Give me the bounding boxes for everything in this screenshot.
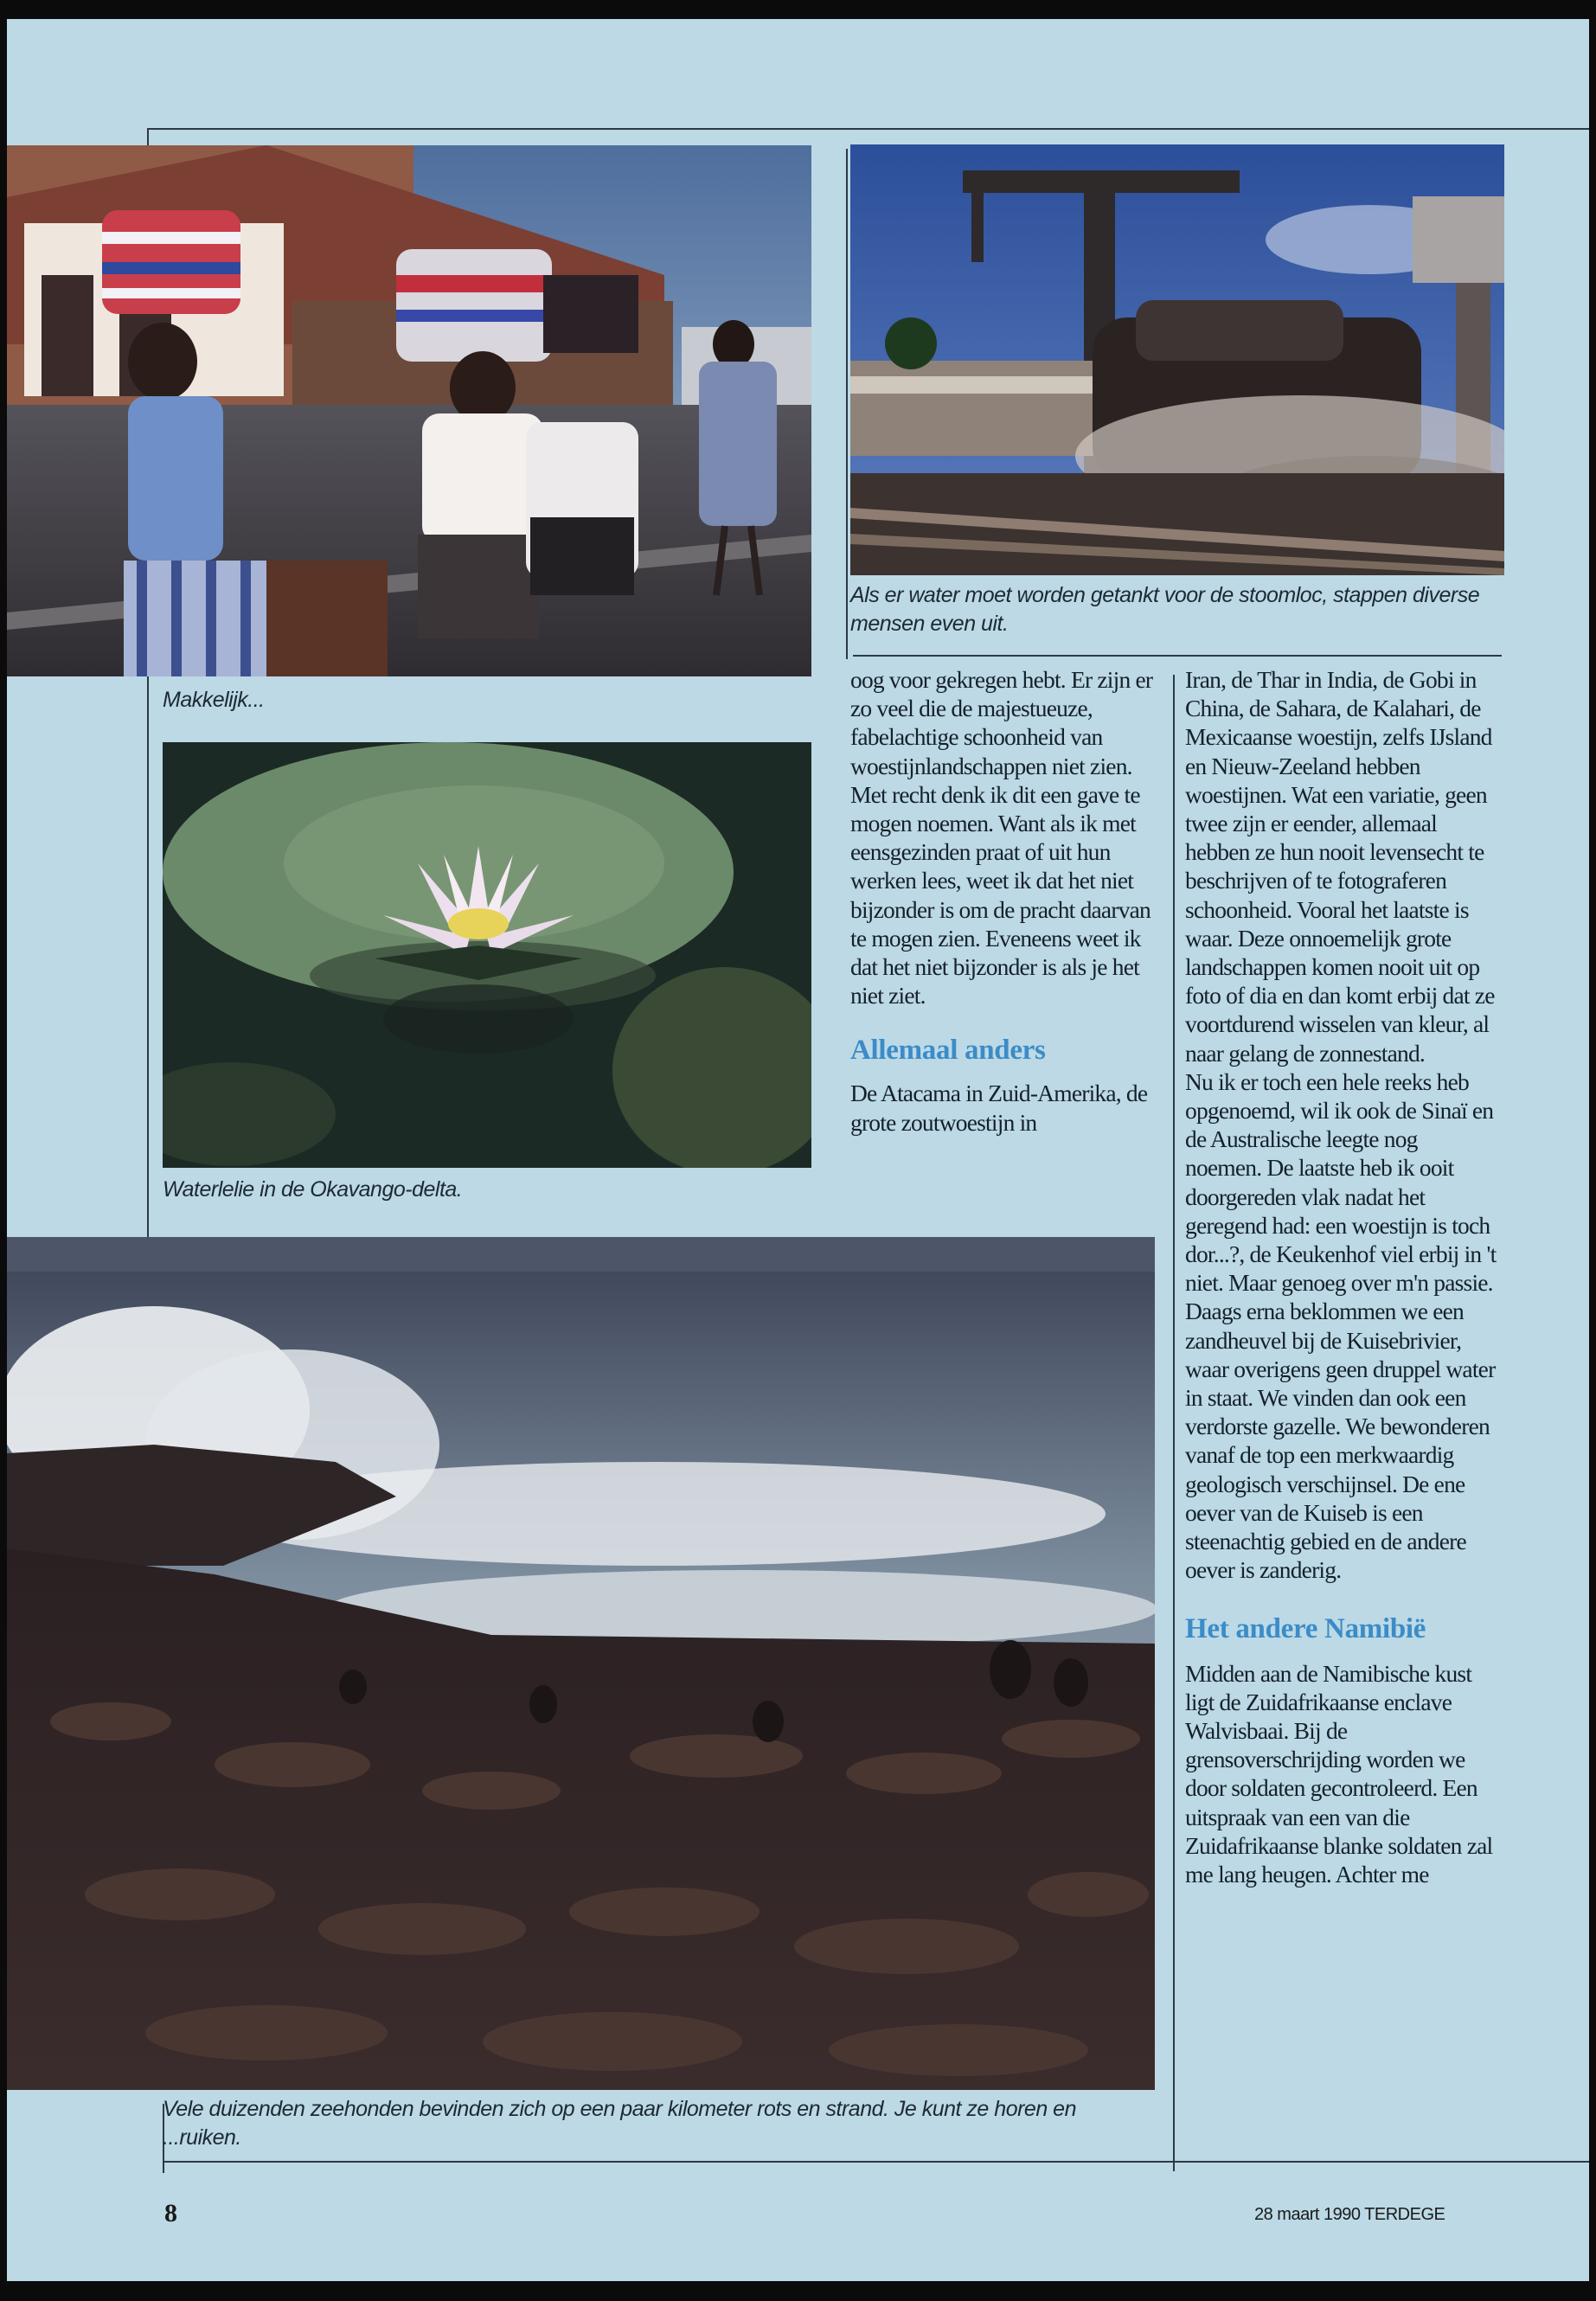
article-paragraph: Midden aan de Namibische kust ligt de Zuidafrikaanse enclave Walvisbaai. Bij de grensoverschrijding worden we door soldaten gecontroleerd. Een uitspraak van een van die Zuidafrikaanse blanke soldaten zal me lang heugen. Achter me [1185, 1659, 1493, 1888]
seals-photo [7, 1237, 1155, 2090]
subheading-het-andere-namibie: Het andere Namibië [1185, 1612, 1426, 1644]
column-rule-text [1173, 675, 1175, 2171]
article-paragraph: oog voor gekregen hebt. Er zijn er zo veel die de majestueuze, fabelachtige schoonheid van woestijnlandschappen niet zien. Met recht denk ik dit een gave te mogen noemen. Want als ik met eensgezinden praat of uit hun werken lees, weet ik dat het niet bijzonder is om de pracht daarvan te mogen zien. Eveneens weet ik dat het niet bijzonder is als je het niet ziet. [850, 666, 1153, 1009]
train-photo [850, 144, 1504, 575]
bottom-rule [163, 2161, 1589, 2163]
market-caption: Makkelijk... [163, 688, 265, 712]
article-paragraph: Daags erna beklommen we een zandheuvel bij de Kuisebrivier, waar overigens geen druppel water in staat. We vinden dan ook een verdorste gazelle. We bewonderen vanaf de top een merkwaardig geologisch verschijnsel. De ene oever van de Kuiseb is een steenachtig gebied en de andere oever is zanderig. [1185, 1298, 1496, 1584]
train-caption-rule [853, 655, 1502, 657]
footer-date-magazine: 28 maart 1990 TERDEGE [1254, 2205, 1445, 2224]
market-photo [7, 145, 811, 676]
text-column-1 [850, 665, 1160, 1137]
waterlily-photo [163, 742, 811, 1168]
magazine-page [7, 19, 1589, 2281]
train-caption: Als er water moet worden getankt voor de stoomloc, stappen diverse mensen even uit. [850, 583, 1480, 636]
top-rule [147, 128, 1589, 130]
article-paragraph: Nu ik er toch een hele reeks heb opgenoemd, wil ik ook de Sinaï en de Australische leegte nog noemen. De laatste heb ik ooit doorgereden vlak nadat het geregend had: een woestijn is toch dor...?, de Keukenhof viel erbij in 't niet. Maar genoeg over m'n passie. [1185, 1067, 1497, 1297]
article-paragraph: Iran, de Thar in India, de Gobi in China, de Sahara, de Kalahari, de Mexicaanse woestijn, zelfs IJsland en Nieuw-Zeeland hebben woestijnen. Wat een variatie, geen twee zijn er eender, allemaal hebben ze hun nooit levensecht te beschrijven of te fotograferen schoonheid. Vooral het laatste is waar. Deze onnoemelijk grote landschappen komen nooit uit op foto of dia en dan komt erbij dat ze voortdurend wisselen van kleur, al naar gelang de zonnestand. [1185, 666, 1495, 1067]
seals-caption: Vele duizenden zeehonden bevinden zich op een paar kilometer rots en strand. Je kunt ze horen en ...ruiken. [163, 2097, 1076, 2150]
text-column-2 [1185, 665, 1497, 1888]
column-rule-mid [846, 149, 848, 659]
waterlily-caption: Waterlelie in de Okavango-delta. [163, 1177, 463, 1202]
subheading-allemaal-anders: Allemaal anders [850, 1035, 1046, 1067]
page-number: 8 [164, 2199, 177, 2227]
article-paragraph: De Atacama in Zuid-Amerika, de grote zoutwoestijn in [850, 1080, 1148, 1136]
